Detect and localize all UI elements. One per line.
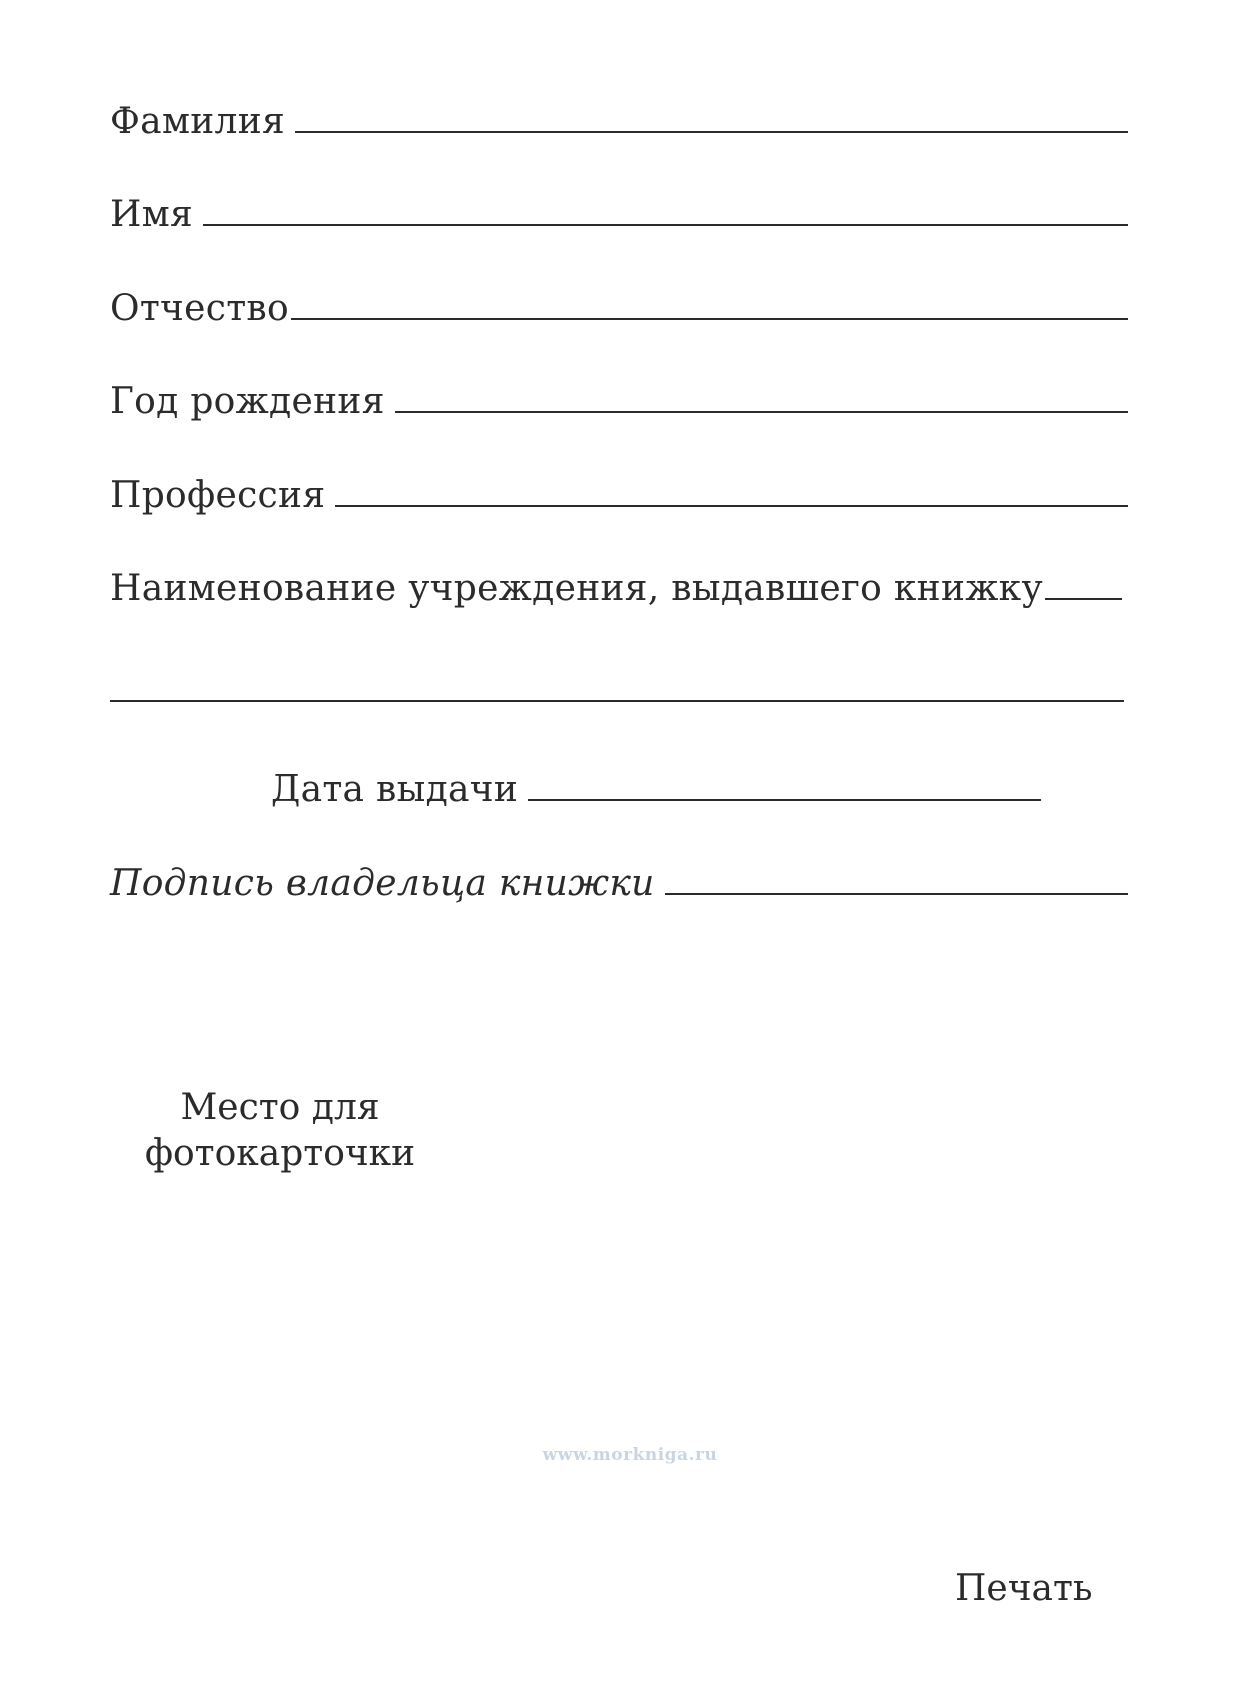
patronymic-blank-line[interactable] bbox=[291, 317, 1128, 320]
birth-year-blank-line[interactable] bbox=[395, 410, 1128, 413]
institution-label: Наименование учреждения, выдавшего книжку bbox=[110, 568, 1043, 609]
institution-continuation-line[interactable] bbox=[110, 700, 1124, 702]
issue-date-blank-line[interactable] bbox=[528, 798, 1041, 801]
issue-date-label: Дата выдачи bbox=[271, 769, 519, 810]
watermark: www.morkniga.ru bbox=[542, 1445, 718, 1465]
institution-field bbox=[110, 567, 1122, 611]
photo-placeholder-line1: Место для bbox=[180, 1087, 380, 1128]
birth-year-field bbox=[110, 380, 1128, 424]
owner-signature-label: Подпись владельца книжки bbox=[110, 863, 655, 904]
profession-label: Профессия bbox=[110, 475, 326, 516]
stamp-label: Печать bbox=[955, 1568, 1093, 1609]
issue-date-field bbox=[271, 768, 1041, 812]
owner-signature-field bbox=[110, 862, 1128, 906]
institution-blank-line[interactable] bbox=[1045, 597, 1122, 600]
owner-signature-blank-line[interactable] bbox=[665, 892, 1128, 895]
profession-field bbox=[110, 474, 1128, 518]
surname-label: Фамилия bbox=[110, 101, 286, 142]
patronymic-label: Отчество bbox=[110, 288, 289, 329]
birth-year-label: Год рождения bbox=[110, 381, 385, 422]
name-field bbox=[110, 193, 1128, 237]
profession-blank-line[interactable] bbox=[335, 504, 1128, 507]
photo-placeholder-line2: фотокарточки bbox=[144, 1133, 416, 1174]
photo-placeholder bbox=[140, 1085, 420, 1177]
surname-field bbox=[110, 100, 1128, 144]
name-blank-line[interactable] bbox=[203, 223, 1128, 226]
name-label: Имя bbox=[110, 194, 194, 235]
patronymic-field bbox=[110, 287, 1128, 331]
surname-blank-line[interactable] bbox=[295, 130, 1128, 133]
